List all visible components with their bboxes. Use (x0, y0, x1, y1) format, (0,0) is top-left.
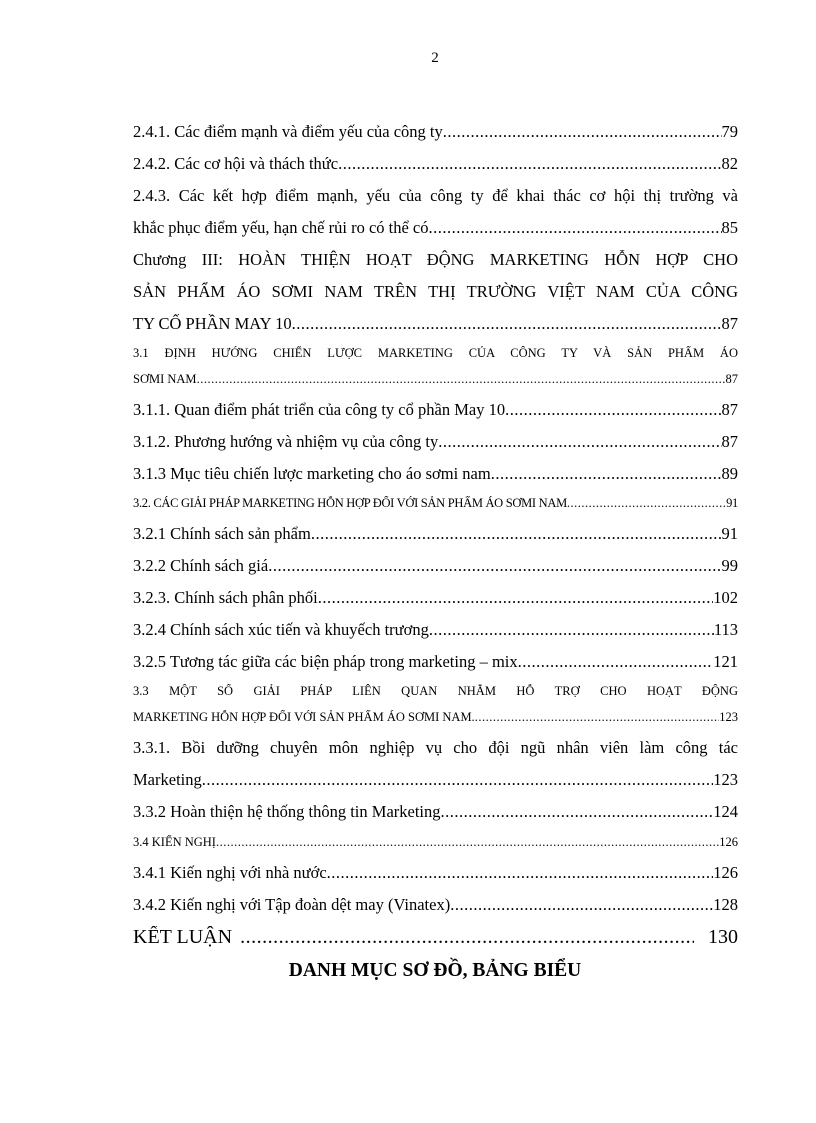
toc-entry[interactable]: 3.2.4 Chính sách xúc tiến và khuyếch trương ..... 113 (133, 620, 738, 640)
toc-entry[interactable]: 3.1.3 Mục tiêu chiến lược marketing cho áo sơmi nam ..... 89 (133, 464, 738, 484)
toc-entry[interactable]: Marketing ..... 123 (133, 770, 738, 790)
toc-entry[interactable]: 3.2.5 Tương tác giữa các biện pháp trong marketing – mix ..... 121 (133, 652, 738, 672)
toc-entry-line1: 3.3.1. Bồi dưỡng chuyên môn nghiệp vụ cho đội ngũ nhân viên làm công tác (133, 738, 738, 757)
toc-entry-line1: 2.4.3. Các kết hợp điểm mạnh, yếu của công ty để khai thác cơ hội thị trường và (133, 186, 738, 205)
toc-entry[interactable]: 2.4.1. Các điểm mạnh và điểm yếu của công ty ..... 79 (133, 122, 738, 142)
section-heading-line1: 3.3 MỘT SỐ GIẢI PHÁP LIÊN QUAN NHẰM HỖ TRỢ CHO HOẠT ĐỘNG (133, 684, 738, 698)
toc-entry[interactable]: 3.3.2 Hoàn thiện hệ thống thông tin Marketing ..... 124 (133, 802, 738, 822)
toc-entry[interactable]: 3.1.1. Quan điểm phát triển của công ty cổ phần May 10 ..... 87 (133, 400, 738, 420)
toc-entry[interactable]: 3.2.3. Chính sách phân phối ..... 102 (133, 588, 738, 608)
section-heading-line1: 3.1 ĐỊNH HƯỚNG CHIẾN LƯỢC MARKETING CỦA CÔNG TY VÀ SẢN PHẨM ÁO (133, 346, 738, 360)
toc-entry[interactable]: 2.4.2. Các cơ hội và thách thức ..... 82 (133, 154, 738, 174)
toc-entry[interactable]: 3.4.1 Kiến nghị với nhà nước ..... 126 (133, 863, 738, 883)
toc-entry[interactable]: TY CỔ PHẦN MAY 10 ..... 87 (133, 314, 738, 334)
toc-entry[interactable]: SƠMI NAM ..... 87 (133, 372, 738, 387)
page-number: 2 (431, 50, 439, 66)
chapter-heading-line2: SẢN PHẨM ÁO SƠMI NAM TRÊN THỊ TRƯỜNG VIỆT NAM CỦA CÔNG (133, 282, 738, 301)
toc-entry[interactable]: khắc phục điểm yếu, hạn chế rủi ro có thể có ..... 85 (133, 218, 738, 238)
toc-entry[interactable]: MARKETING HỖN HỢP ĐỐI VỚI SẢN PHẨM ÁO SƠMI NAM. ..... 123 (133, 710, 738, 725)
chapter-heading-line1: Chương III: HOÀN THIỆN HOẠT ĐỘNG MARKETING HỖN HỢP CHO (133, 250, 738, 269)
toc-entry[interactable]: 3.2.1 Chính sách sản phẩm ..... 91 (133, 524, 738, 544)
toc-entry[interactable]: 3.1.2. Phương hướng và nhiệm vụ của công ty ..... 87 (133, 432, 738, 452)
section-title: DANH MỤC SƠ ĐỒ, BẢNG BIỂU (288, 960, 582, 981)
toc-entry[interactable]: 3.4 KIẾN NGHỊ ..... 126 (133, 835, 738, 850)
toc-entry[interactable]: 3.2.2 Chính sách giá ..... 99 (133, 556, 738, 576)
toc-entry-conclusion[interactable]: KẾT LUẬN ..... 130 (133, 926, 738, 949)
toc-entry[interactable]: 3.4.2 Kiến nghị với Tập đoàn dệt may (Vinatex) ..... 128 (133, 895, 738, 915)
toc-entry[interactable]: 3.2. CÁC GIẢI PHÁP MARKETING HỖN HỢP ĐỐI VỚI SẢN PHẨM ÁO SƠMI NAM ..... 91 (133, 496, 738, 511)
